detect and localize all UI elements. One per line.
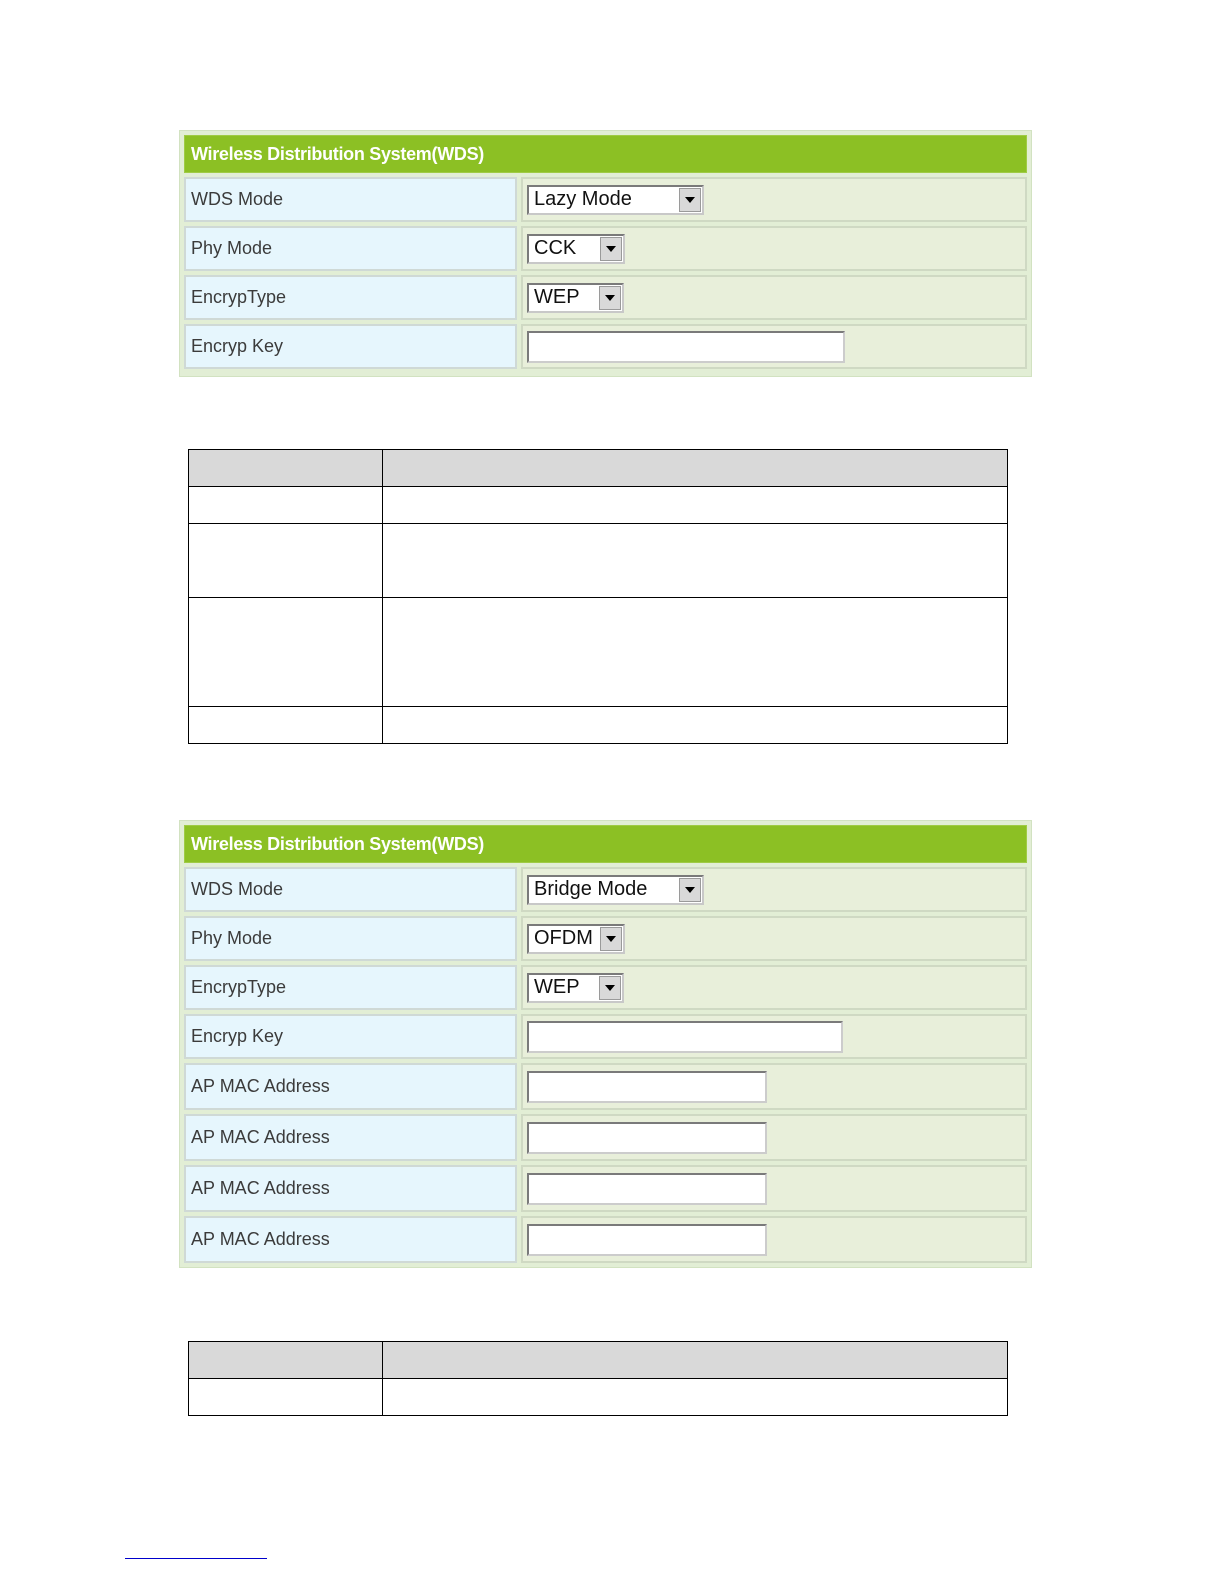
ap-mac-input-2[interactable] (527, 1122, 767, 1154)
phy-mode-row (184, 226, 1027, 271)
chevron-down-icon[interactable] (600, 927, 622, 951)
wds-panel-bridge (179, 820, 1032, 1268)
table-row (189, 524, 1008, 598)
table-row (189, 1379, 1008, 1416)
ap-mac-row (184, 1165, 1027, 1212)
ap-mac-label: AP MAC Address (184, 1165, 517, 1212)
ap-mac-cell (521, 1216, 1027, 1263)
description-table-2 (188, 1341, 1008, 1416)
ap-mac-label: AP MAC Address (184, 1114, 517, 1161)
ap-mac-input-1[interactable] (527, 1071, 767, 1103)
ap-mac-label: AP MAC Address (184, 1216, 517, 1263)
encryp-key-cell (521, 1014, 1027, 1059)
ap-mac-cell (521, 1114, 1027, 1161)
encryp-key-input[interactable] (527, 331, 845, 363)
table-row (189, 487, 1008, 524)
wds-mode-row (184, 867, 1027, 912)
encryp-type-cell (521, 275, 1027, 320)
footnote-divider (125, 1558, 267, 1559)
encryp-type-label: EncrypType (184, 965, 517, 1010)
chevron-down-icon[interactable] (600, 237, 622, 261)
wds-mode-cell (521, 867, 1027, 912)
table-row (189, 598, 1008, 707)
encryp-type-label: EncrypType (184, 275, 517, 320)
encryp-type-value: WEP (534, 286, 580, 308)
ap-mac-row (184, 1114, 1027, 1161)
ap-mac-label: AP MAC Address (184, 1063, 517, 1110)
ap-mac-input-4[interactable] (527, 1224, 767, 1256)
wds-mode-cell (521, 177, 1027, 222)
wds-mode-select[interactable] (527, 875, 704, 905)
phy-mode-cell (521, 916, 1027, 961)
encryp-type-value: WEP (534, 976, 580, 998)
ap-mac-cell (521, 1063, 1027, 1110)
phy-mode-select[interactable] (527, 924, 625, 954)
chevron-down-icon[interactable] (599, 286, 621, 310)
chevron-down-icon[interactable] (599, 976, 621, 1000)
ap-mac-input-3[interactable] (527, 1173, 767, 1205)
encryp-type-select[interactable] (527, 283, 624, 313)
encryp-type-row (184, 275, 1027, 320)
wds-mode-select[interactable] (527, 185, 704, 215)
table-header-row (189, 1342, 1008, 1379)
description-table-1 (188, 449, 1008, 744)
encryp-key-row (184, 1014, 1027, 1059)
encryp-key-cell (521, 324, 1027, 369)
chevron-down-icon[interactable] (679, 878, 701, 902)
encryp-type-cell (521, 965, 1027, 1010)
panel-title: Wireless Distribution System(WDS) (184, 825, 1027, 863)
encryp-key-input[interactable] (527, 1021, 843, 1053)
phy-mode-cell (521, 226, 1027, 271)
ap-mac-row (184, 1063, 1027, 1110)
table-header-row (189, 450, 1008, 487)
encryp-type-row (184, 965, 1027, 1010)
table-row (189, 707, 1008, 744)
ap-mac-row (184, 1216, 1027, 1263)
phy-mode-label: Phy Mode (184, 226, 517, 271)
ap-mac-cell (521, 1165, 1027, 1212)
phy-mode-row (184, 916, 1027, 961)
phy-mode-select[interactable] (527, 234, 625, 264)
encryp-key-row (184, 324, 1027, 369)
phy-mode-value: OFDM (534, 927, 593, 949)
encryp-key-label: Encryp Key (184, 1014, 517, 1059)
panel-title: Wireless Distribution System(WDS) (184, 135, 1027, 173)
wds-mode-label: WDS Mode (184, 867, 517, 912)
chevron-down-icon[interactable] (679, 188, 701, 212)
wds-panel-lazy (179, 130, 1032, 377)
phy-mode-value: CCK (534, 237, 577, 259)
encryp-type-select[interactable] (527, 973, 624, 1003)
encryp-key-label: Encryp Key (184, 324, 517, 369)
wds-mode-label: WDS Mode (184, 177, 517, 222)
wds-mode-value: Lazy Mode (534, 188, 632, 210)
wds-mode-row (184, 177, 1027, 222)
phy-mode-label: Phy Mode (184, 916, 517, 961)
wds-mode-value: Bridge Mode (534, 878, 648, 900)
